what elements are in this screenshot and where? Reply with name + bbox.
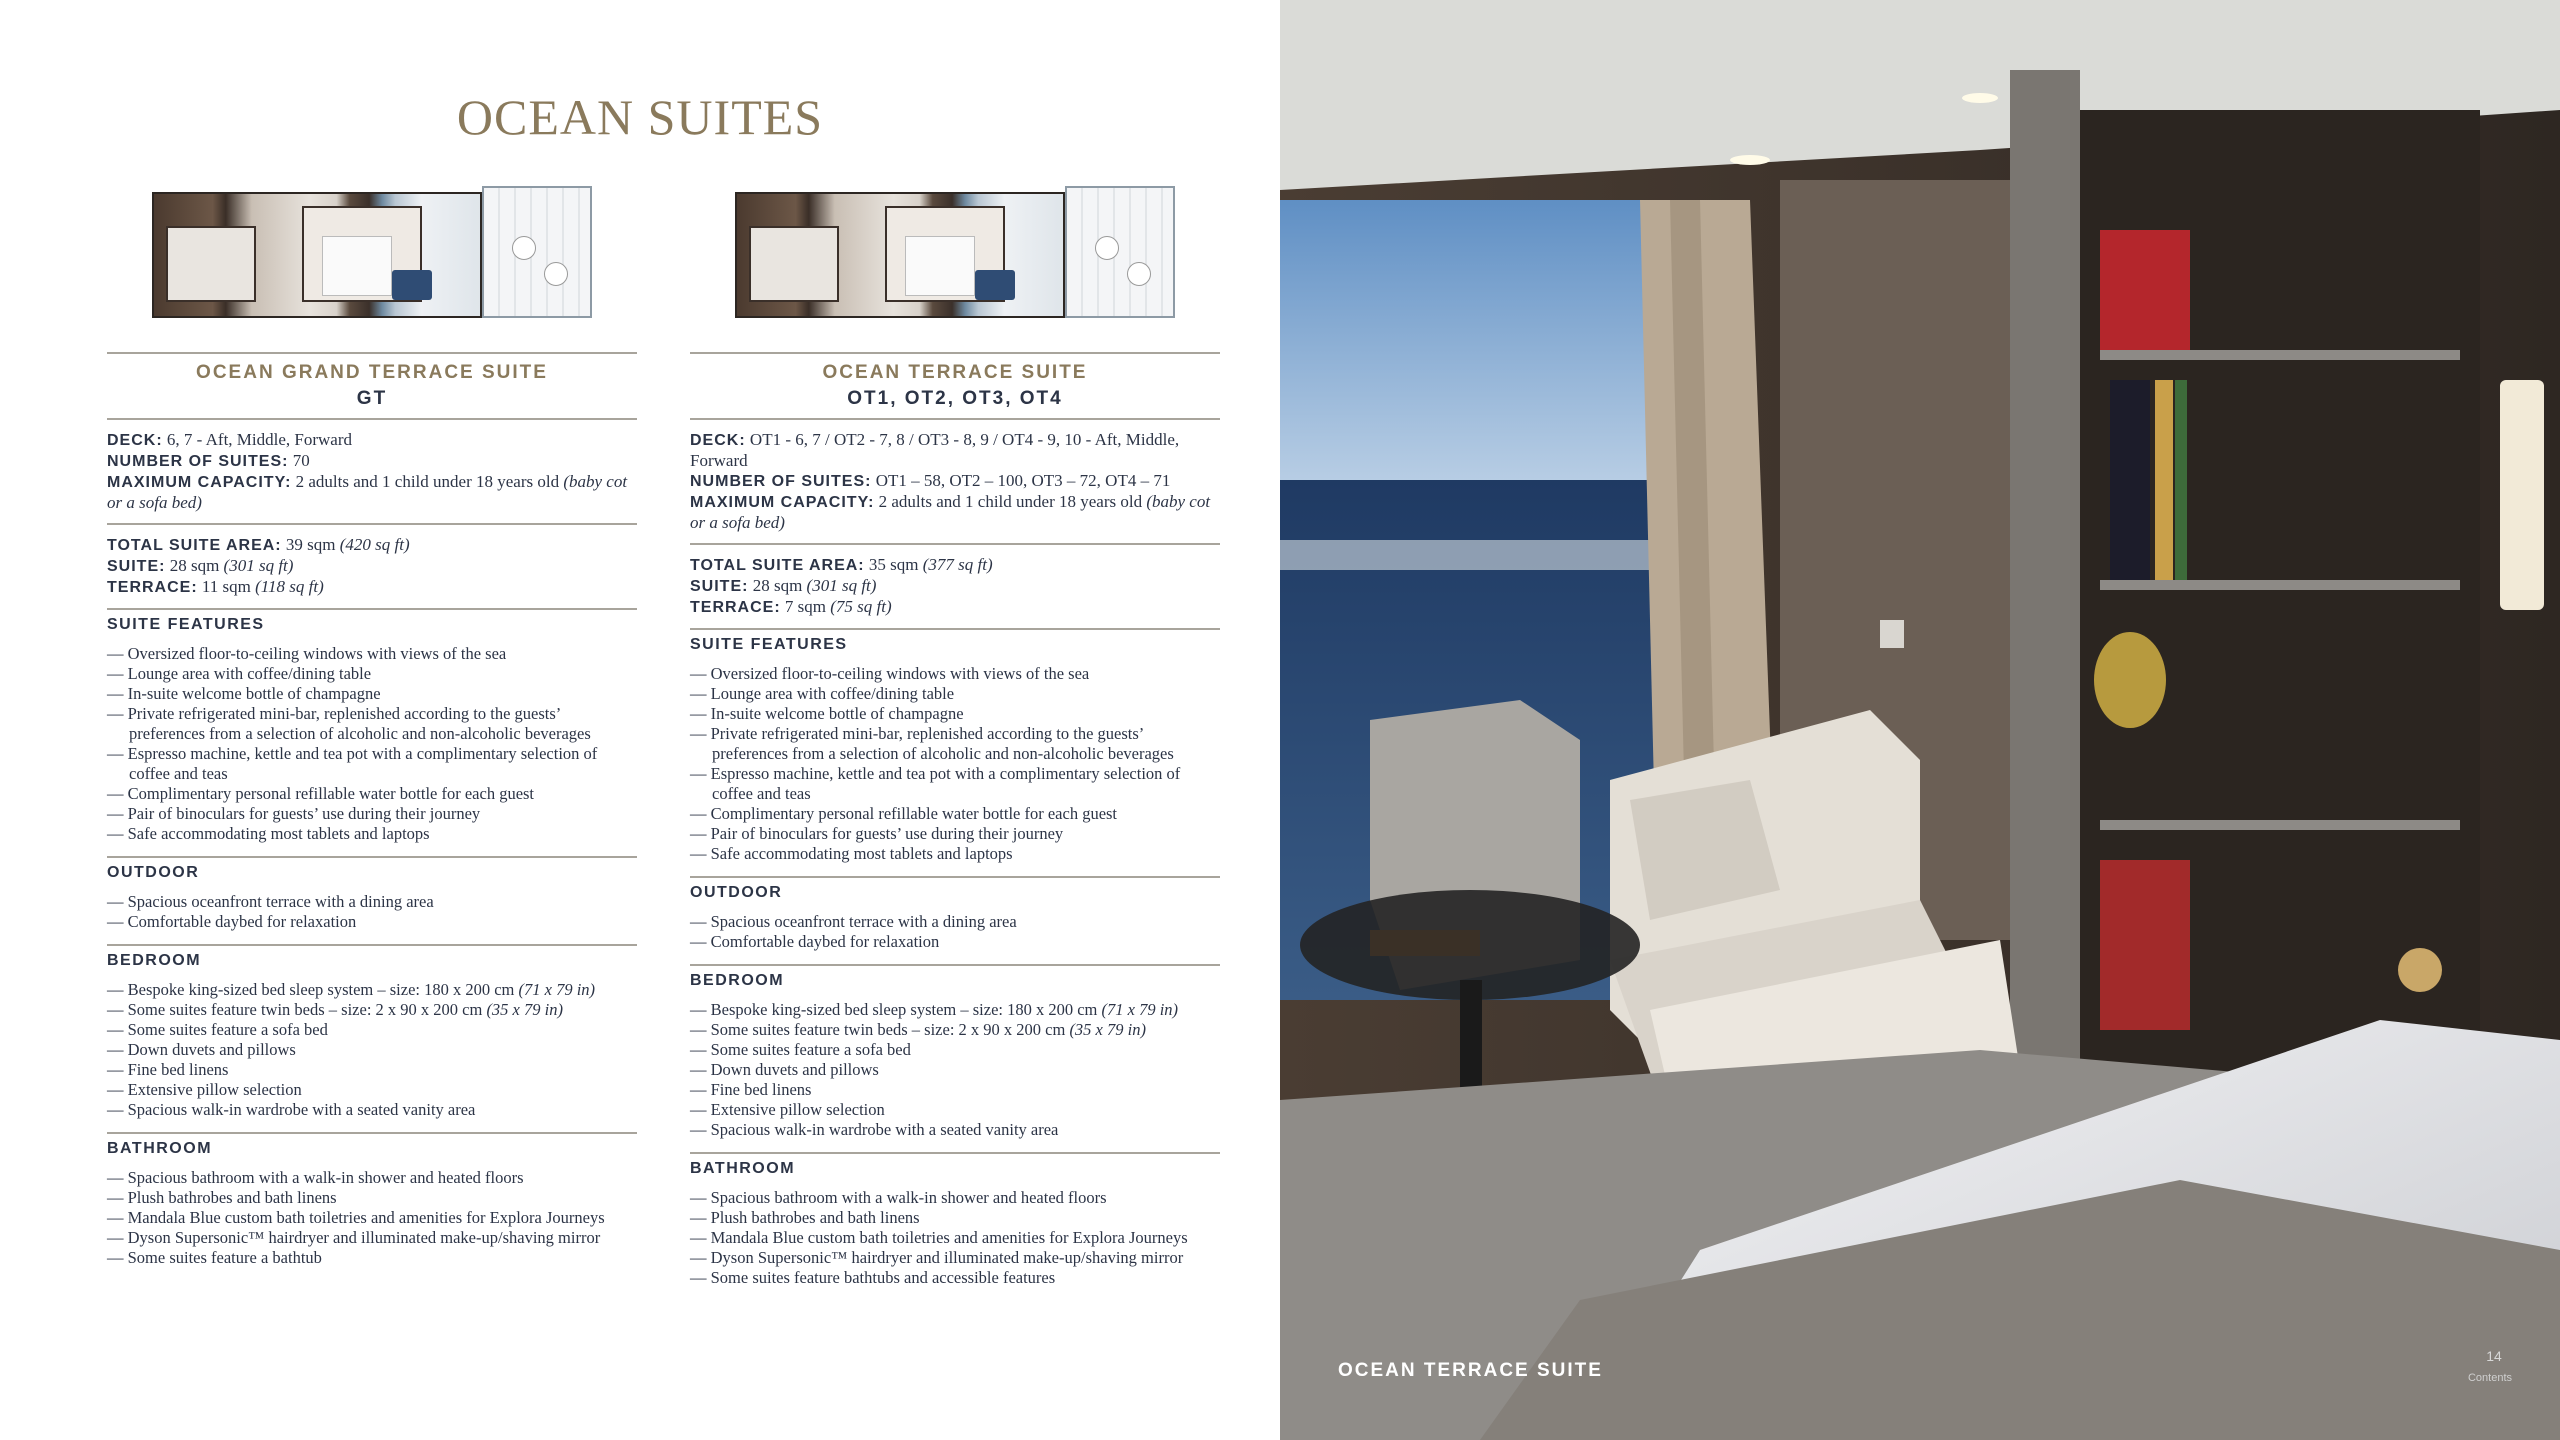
detail-label: NUMBER OF SUITES: (690, 473, 872, 490)
list-item: — Pair of binoculars for guests’ use during their journey (107, 804, 637, 824)
list-item: — Lounge area with coffee/dining table (107, 664, 637, 684)
divider (107, 1132, 637, 1134)
page-number: 14 (2486, 1348, 2502, 1364)
detail-label: MAXIMUM CAPACITY: (107, 474, 292, 491)
outdoor-title: OUTDOOR (107, 864, 200, 881)
list-item-text: Some suites feature twin beds – size: 2 x 90 x 200 cm (127, 1000, 487, 1019)
detail-label: DECK: (107, 432, 163, 449)
detail-line (107, 535, 637, 556)
suite-column (107, 186, 637, 1280)
list-item: — Some suites feature bathtubs and accessible features (690, 1268, 1220, 1288)
list-item (107, 1000, 637, 1020)
list-item-unit: (35 x 79 in) (1069, 1020, 1146, 1039)
list-item-text: Spacious walk-in wardrobe with a seated vanity area (710, 1120, 1059, 1139)
detail-value: 2 adults and 1 child under 18 years old (874, 492, 1147, 511)
list-item (107, 980, 637, 1000)
detail-unit: (301 sq ft) (806, 576, 877, 595)
divider (690, 964, 1220, 966)
detail-line (107, 577, 637, 598)
detail-line (690, 576, 1220, 597)
list-item-text: Down duvets and pillows (710, 1060, 879, 1079)
suite-name: OCEAN TERRACE SUITE (822, 362, 1088, 383)
detail-value: 2 adults and 1 child under 18 years old (291, 472, 564, 491)
list-item-text: Extensive pillow selection (127, 1080, 302, 1099)
list-item: — Private refrigerated mini-bar, replenished according to the guests’ preferences from a selection of alcoholic and non-alcoholic beverages (107, 704, 637, 744)
detail-line (107, 451, 637, 472)
detail-line (690, 471, 1220, 492)
outdoor-list (690, 912, 1220, 952)
detail-value: 11 sqm (197, 577, 256, 596)
list-item-text: Fine bed linens (127, 1060, 229, 1079)
list-item-text: Extensive pillow selection (710, 1100, 885, 1119)
list-item: — Mandala Blue custom bath toiletries and amenities for Explora Journeys (107, 1208, 637, 1228)
list-item: — Complimentary personal refillable water bottle for each guest (107, 784, 637, 804)
suite-code: GT (356, 388, 388, 409)
list-item (107, 1040, 637, 1060)
detail-value: OT1 – 58, OT2 – 100, OT3 – 72, OT4 – 71 (871, 471, 1171, 490)
suite-name: OCEAN GRAND TERRACE SUITE (196, 362, 548, 383)
detail-label: TOTAL SUITE AREA: (107, 537, 282, 554)
list-item: — Mandala Blue custom bath toiletries and amenities for Explora Journeys (690, 1228, 1220, 1248)
suite-features-title: SUITE FEATURES (690, 636, 848, 653)
suite-features-title: SUITE FEATURES (107, 616, 265, 633)
suite-column (690, 186, 1220, 1300)
list-item (690, 1080, 1220, 1100)
detail-unit: (118 sq ft) (255, 577, 324, 596)
list-item: — Plush bathrobes and bath linens (690, 1208, 1220, 1228)
list-item: — Some suites feature a bathtub (107, 1248, 637, 1268)
detail-value: 39 sqm (281, 535, 340, 554)
detail-label: TERRACE: (690, 599, 781, 616)
detail-label: TERRACE: (107, 579, 198, 596)
bedroom-list (690, 1000, 1220, 1140)
detail-label: MAXIMUM CAPACITY: (690, 494, 875, 511)
list-item (690, 1040, 1220, 1060)
floor-plan-shape (1065, 186, 1175, 318)
bathroom-title: BATHROOM (690, 1160, 796, 1177)
list-item-text: Some suites feature a sofa bed (127, 1020, 328, 1039)
suite-features-list (690, 664, 1220, 864)
detail-line (107, 472, 637, 513)
list-item: — Lounge area with coffee/dining table (690, 684, 1220, 704)
list-item (690, 1060, 1220, 1080)
floor-plan-shape (512, 236, 536, 260)
list-item (107, 1080, 637, 1100)
detail-unit: (301 sq ft) (223, 556, 294, 575)
list-item: — Private refrigerated mini-bar, replenished according to the guests’ preferences from a selection of alcoholic and non-alcoholic beverages (690, 724, 1220, 764)
list-item (107, 1020, 637, 1040)
detail-line (690, 597, 1220, 618)
list-item: — Dyson Supersonic™ hairdryer and illuminated make-up/shaving mirror (690, 1248, 1220, 1268)
list-item: — Safe accommodating most tablets and laptops (690, 844, 1220, 864)
detail-unit: (baby cot or a sofa bed) (107, 472, 628, 512)
suite-areas (107, 525, 637, 608)
list-item: — Pair of binoculars for guests’ use during their journey (690, 824, 1220, 844)
list-item: — Safe accommodating most tablets and laptops (107, 824, 637, 844)
photo-caption: OCEAN TERRACE SUITE (1338, 1360, 1603, 1381)
detail-value: 70 (288, 451, 310, 470)
floor-plan-shape (322, 236, 392, 296)
detail-value: 35 sqm (864, 555, 923, 574)
outdoor-title: OUTDOOR (690, 884, 783, 901)
floor-plan-shape (1095, 236, 1119, 260)
outdoor-list (107, 892, 637, 932)
list-item-unit: (71 x 79 in) (1101, 1000, 1179, 1019)
detail-value: 7 sqm (780, 597, 831, 616)
detail-value: OT1 - 6, 7 / OT2 - 7, 8 / OT3 - 8, 9 / OT4 - 9, 10 - Aft, Middle, Forward (690, 430, 1180, 470)
list-item (690, 1100, 1220, 1120)
detail-line (690, 492, 1220, 533)
list-item-text: Some suites feature a sofa bed (710, 1040, 911, 1059)
divider (107, 352, 637, 354)
list-item: — Spacious oceanfront terrace with a dining area (690, 912, 1220, 932)
detail-label: TOTAL SUITE AREA: (690, 557, 865, 574)
detail-unit: (420 sq ft) (339, 535, 410, 554)
floor-plan-shape (166, 226, 256, 302)
divider (690, 628, 1220, 630)
suite-details (107, 420, 637, 523)
bathroom-title: BATHROOM (107, 1140, 213, 1157)
list-item: — Complimentary personal refillable water bottle for each guest (690, 804, 1220, 824)
suite-interior-photo (1280, 0, 2560, 1440)
list-item: — Espresso machine, kettle and tea pot with a complimentary selection of coffee and teas (107, 744, 637, 784)
floor-plan-shape (544, 262, 568, 286)
list-item-unit: (35 x 79 in) (486, 1000, 563, 1019)
suite-features-list (107, 644, 637, 844)
suite-details (690, 420, 1220, 543)
suite-code: OT1, OT2, OT3, OT4 (847, 388, 1063, 409)
list-item: — Spacious oceanfront terrace with a dining area (107, 892, 637, 912)
suite-areas (690, 545, 1220, 628)
divider (690, 876, 1220, 878)
list-item-text: Fine bed linens (710, 1080, 812, 1099)
list-item (107, 1100, 637, 1120)
detail-value: 28 sqm (748, 576, 807, 595)
list-item (107, 1060, 637, 1080)
list-item: — Comfortable daybed for relaxation (107, 912, 637, 932)
contents-link[interactable]: Contents (2467, 1372, 2513, 1384)
floor-plan-shape (975, 270, 1015, 300)
detail-unit: (baby cot or a sofa bed) (690, 492, 1211, 532)
list-item-text: Bespoke king-sized bed sleep system – size: 180 x 200 cm (127, 980, 519, 999)
floor-plan-image (152, 186, 592, 326)
detail-line (107, 430, 637, 451)
list-item: — Spacious bathroom with a walk-in shower and heated floors (107, 1168, 637, 1188)
list-item-text: Spacious walk-in wardrobe with a seated vanity area (127, 1100, 476, 1119)
divider (690, 1152, 1220, 1154)
list-item (690, 1000, 1220, 1020)
detail-line (690, 555, 1220, 576)
list-item: — Oversized floor-to-ceiling windows with views of the sea (690, 664, 1220, 684)
detail-value: 6, 7 - Aft, Middle, Forward (162, 430, 353, 449)
list-item: — In-suite welcome bottle of champagne (107, 684, 637, 704)
list-item (690, 1120, 1220, 1140)
list-item-text: Down duvets and pillows (127, 1040, 296, 1059)
bathroom-list (690, 1188, 1220, 1288)
list-item: — Espresso machine, kettle and tea pot with a complimentary selection of coffee and teas (690, 764, 1220, 804)
detail-label: SUITE: (690, 578, 749, 595)
suite-photo-page (1280, 0, 2560, 1440)
bathroom-list (107, 1168, 637, 1268)
list-item: — In-suite welcome bottle of champagne (690, 704, 1220, 724)
list-item: — Comfortable daybed for relaxation (690, 932, 1220, 952)
bedroom-title: BEDROOM (107, 952, 202, 969)
page-title: OCEAN SUITES (456, 89, 824, 145)
floor-plan-shape (1127, 262, 1151, 286)
bedroom-title: BEDROOM (690, 972, 785, 989)
detail-label: DECK: (690, 432, 746, 449)
detail-line (107, 556, 637, 577)
floor-plan-shape (482, 186, 592, 318)
list-item-text: Bespoke king-sized bed sleep system – size: 180 x 200 cm (710, 1000, 1102, 1019)
floor-plan-shape (392, 270, 432, 300)
detail-line (690, 430, 1220, 471)
detail-unit: (75 sq ft) (830, 597, 892, 616)
detail-label: SUITE: (107, 558, 166, 575)
list-item (690, 1020, 1220, 1040)
list-item: — Oversized floor-to-ceiling windows with views of the sea (107, 644, 637, 664)
divider (107, 944, 637, 946)
detail-label: NUMBER OF SUITES: (107, 453, 289, 470)
divider (107, 856, 637, 858)
detail-unit: (377 sq ft) (922, 555, 993, 574)
divider (690, 352, 1220, 354)
detail-value: 28 sqm (165, 556, 224, 575)
list-item: — Spacious bathroom with a walk-in shower and heated floors (690, 1188, 1220, 1208)
bedroom-list (107, 980, 637, 1120)
list-item: — Dyson Supersonic™ hairdryer and illuminated make-up/shaving mirror (107, 1228, 637, 1248)
floor-plan-shape (905, 236, 975, 296)
list-item-unit: (71 x 79 in) (518, 980, 596, 999)
floor-plan-image (735, 186, 1175, 326)
floor-plan-shape (749, 226, 839, 302)
list-item-text: Some suites feature twin beds – size: 2 x 90 x 200 cm (710, 1020, 1070, 1039)
divider (107, 608, 637, 610)
list-item: — Plush bathrobes and bath linens (107, 1188, 637, 1208)
